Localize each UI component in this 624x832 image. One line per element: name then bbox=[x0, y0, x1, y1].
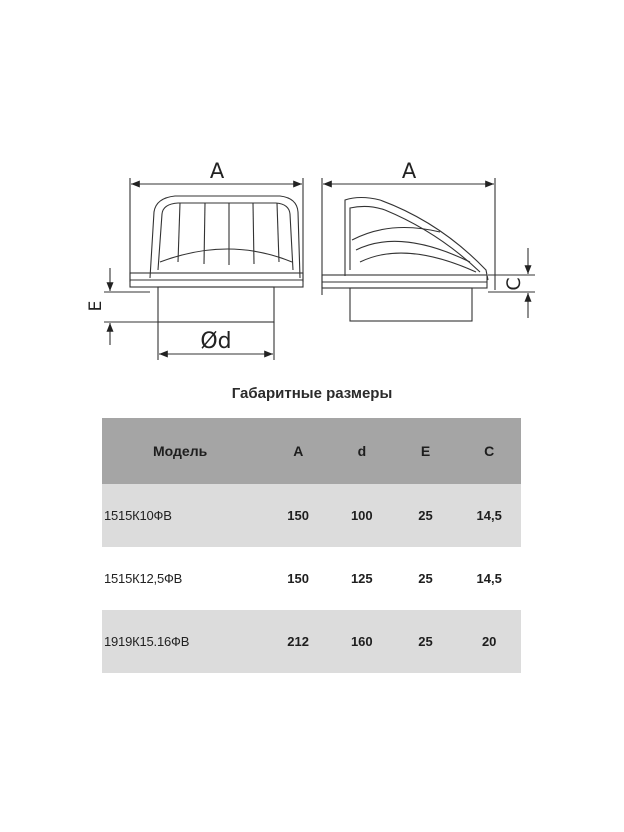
column-header-d: d bbox=[357, 443, 367, 459]
table-row bbox=[102, 547, 521, 610]
table-header-row bbox=[102, 418, 521, 484]
table-row bbox=[102, 484, 521, 547]
column-header-e: E bbox=[420, 443, 431, 459]
table-row bbox=[102, 610, 521, 673]
cell-c: 14,5 bbox=[476, 508, 502, 523]
cell-a: 150 bbox=[287, 571, 309, 586]
cell-d: 125 bbox=[350, 571, 373, 586]
cell-d: 100 bbox=[350, 508, 373, 523]
table-title: Габаритные размеры bbox=[231, 385, 393, 402]
dim-label-d: Ød bbox=[200, 329, 232, 354]
column-header-c: C bbox=[484, 443, 495, 459]
cell-model: 1515К10ФВ bbox=[104, 508, 172, 523]
dim-label-a-side: A bbox=[401, 159, 417, 183]
cell-e: 25 bbox=[418, 508, 433, 523]
dim-label-c: C bbox=[503, 277, 525, 291]
dim-label-a-front: A bbox=[209, 159, 225, 183]
cell-e: 25 bbox=[418, 634, 433, 649]
cell-model: 1919К15.16ФВ bbox=[104, 634, 190, 649]
column-header-model: Модель bbox=[153, 443, 208, 459]
cell-a: 150 bbox=[287, 508, 309, 523]
cell-c: 20 bbox=[481, 634, 497, 649]
technical-drawing bbox=[0, 0, 624, 380]
cell-c: 14,5 bbox=[476, 571, 502, 586]
cell-e: 25 bbox=[418, 571, 433, 586]
cell-model: 1515К12,5ФВ bbox=[104, 571, 183, 586]
side-view bbox=[322, 178, 535, 321]
cell-d: 160 bbox=[350, 634, 373, 649]
column-header-a: A bbox=[293, 443, 304, 459]
dimensions-table bbox=[102, 418, 521, 673]
cell-a: 212 bbox=[287, 634, 309, 649]
dim-label-e: E bbox=[86, 300, 106, 312]
